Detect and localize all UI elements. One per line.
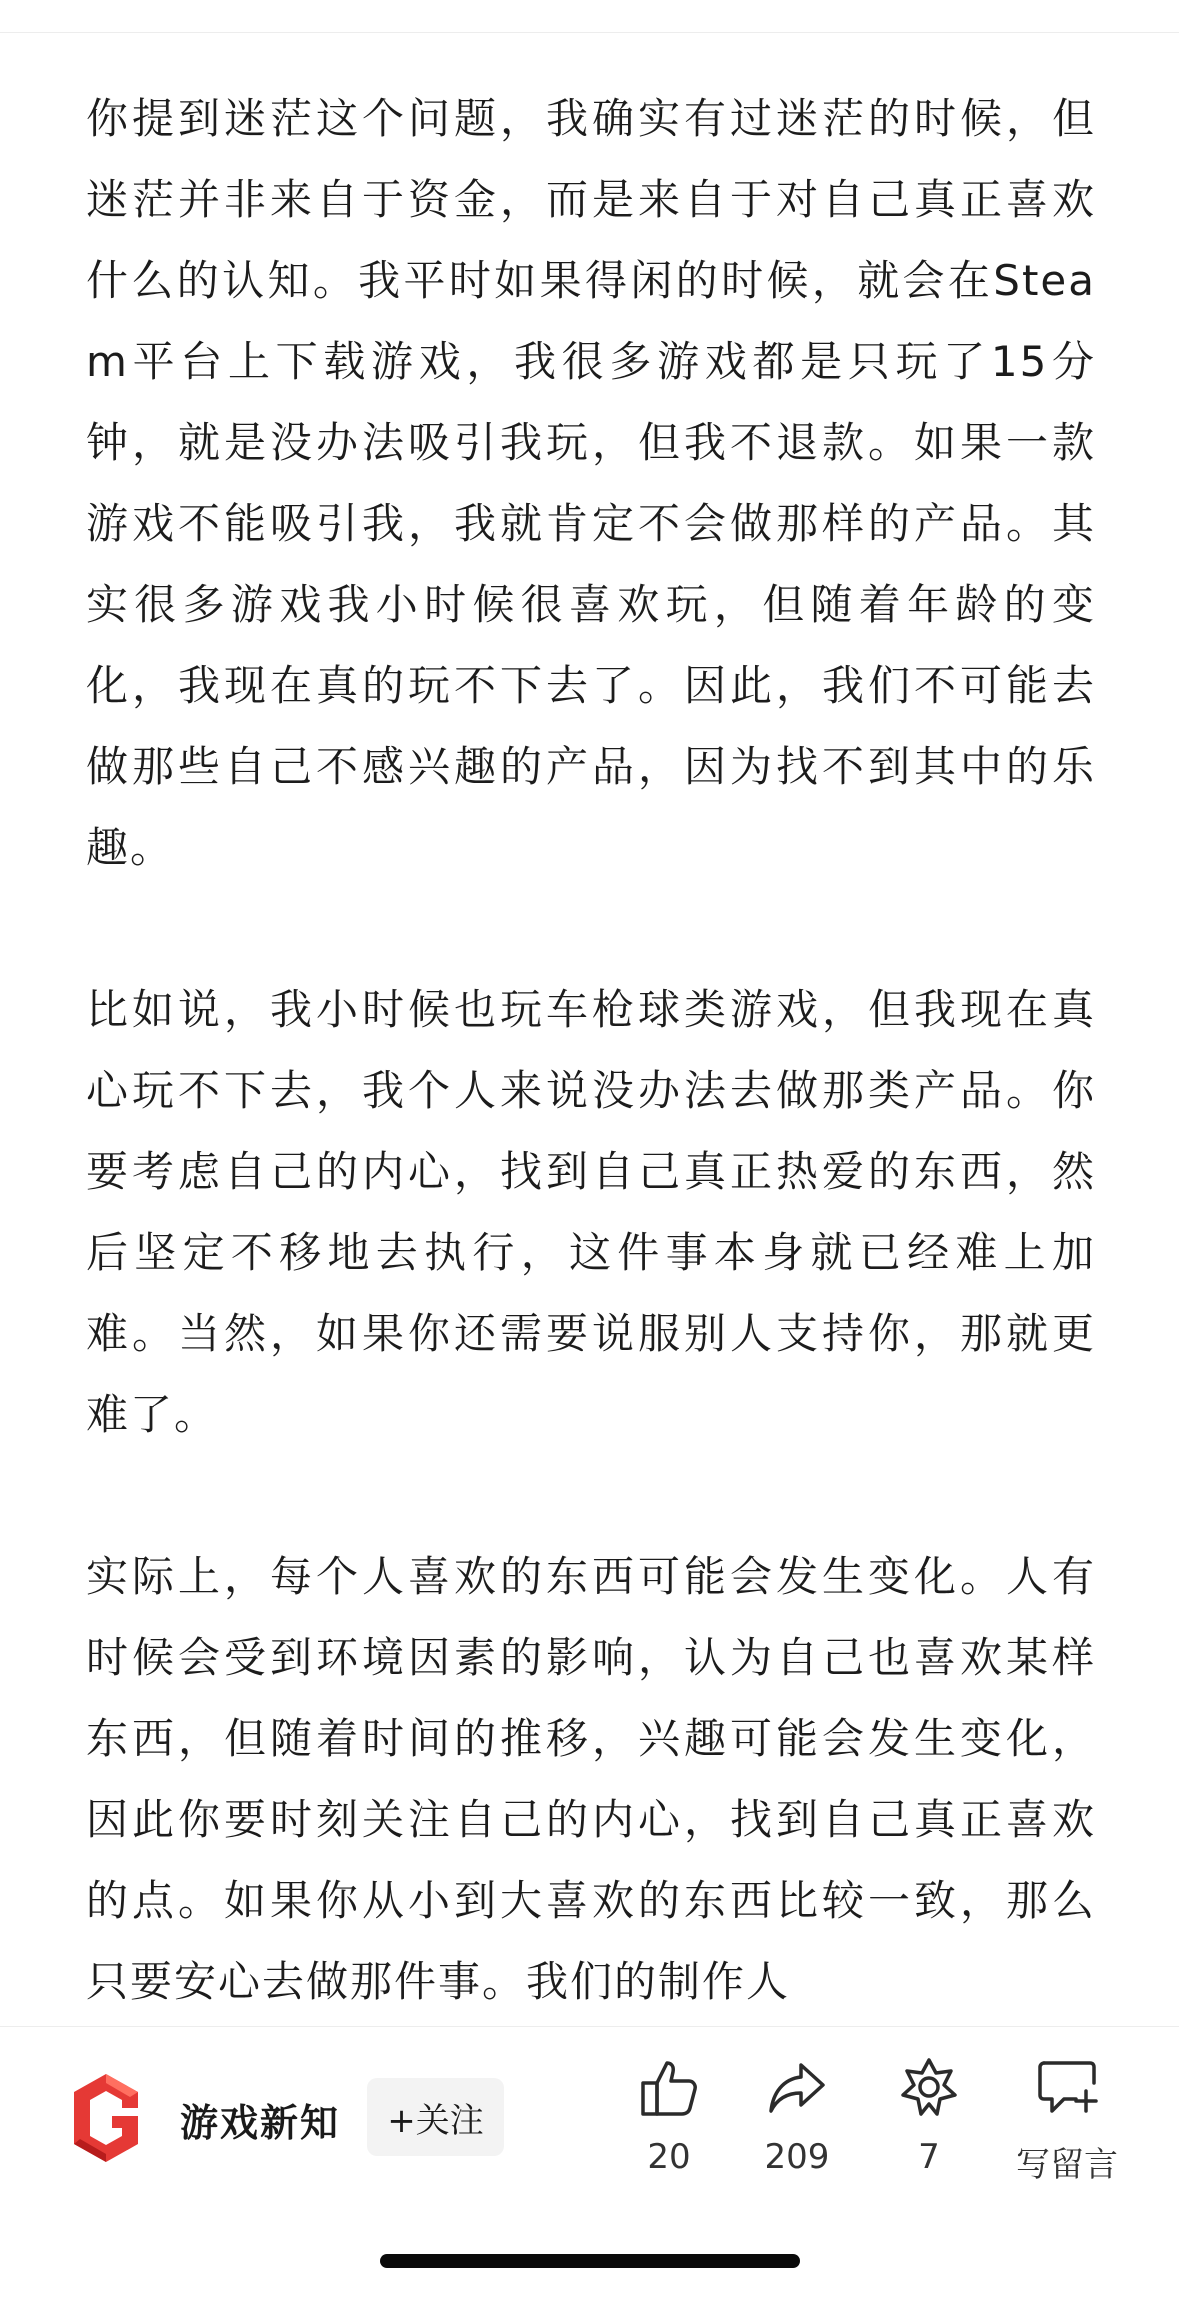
article-body [86, 78, 1096, 2010]
comment-button[interactable] [997, 2057, 1137, 2186]
star-button[interactable] [864, 2057, 994, 2177]
home-indicator[interactable] [380, 2254, 800, 2268]
share-count: 209 [764, 2137, 830, 2177]
like-count: 20 [647, 2137, 691, 2177]
comment-plus-icon [1036, 2057, 1098, 2117]
like-button[interactable] [604, 2057, 734, 2177]
star-icon [899, 2057, 959, 2117]
red-g-logo-icon[interactable] [72, 2072, 140, 2164]
article-paragraph-2: 比如说，我小时候也玩车枪球类游戏，但我现在真心玩不下去，我个人来说没办法去做那类产品。你要考虑自己的内心，找到自己真正热爱的东西，然后坚定不移地去执行，这件事本身就已经难上加难。当然，如果你还需要说服别人支持你，那就更难了。 [86, 985, 1096, 1439]
follow-button[interactable]: +关注 [367, 2078, 504, 2156]
share-button[interactable] [732, 2057, 862, 2177]
comment-label: 写留言 [1016, 2145, 1118, 2185]
article-paragraph-3: 实际上，每个人喜欢的东西可能会发生变化。人有时候会受到环境因素的影响，认为自己也喜欢某样东西，但随着时间的推移，兴趣可能会发生变化，因此你要时刻关注自己的内心，找到自己真正喜欢的点。如果你从小到大喜欢的东西比较一致，那么只要安心去做那件事。我们的制作人 [86, 1552, 1096, 2006]
thumbs-up-icon [639, 2057, 699, 2117]
share-arrow-icon [767, 2057, 827, 2117]
top-divider [0, 32, 1179, 33]
account-name[interactable]: 游戏新知 [180, 2101, 341, 2145]
article-paragraph-1: 你提到迷茫这个问题，我确实有过迷茫的时候，但迷茫并非来自于资金，而是来自于对自己真正喜欢什么的认知。我平时如果得闲的时候，就会在Steam平台上下载游戏，我很多游戏都是只玩了15分钟，就是没办法吸引我玩，但我不退款。如果一款游戏不能吸引我，我就肯定不会做那样的产品。其实很多游戏我小时候很喜欢玩，但随着年龄的变化，我现在真的玩不下去了。因此，我们不可能去做那些自己不感兴趣的产品，因为找不到其中的乐趣。 [86, 94, 1096, 872]
star-count: 7 [918, 2137, 940, 2177]
